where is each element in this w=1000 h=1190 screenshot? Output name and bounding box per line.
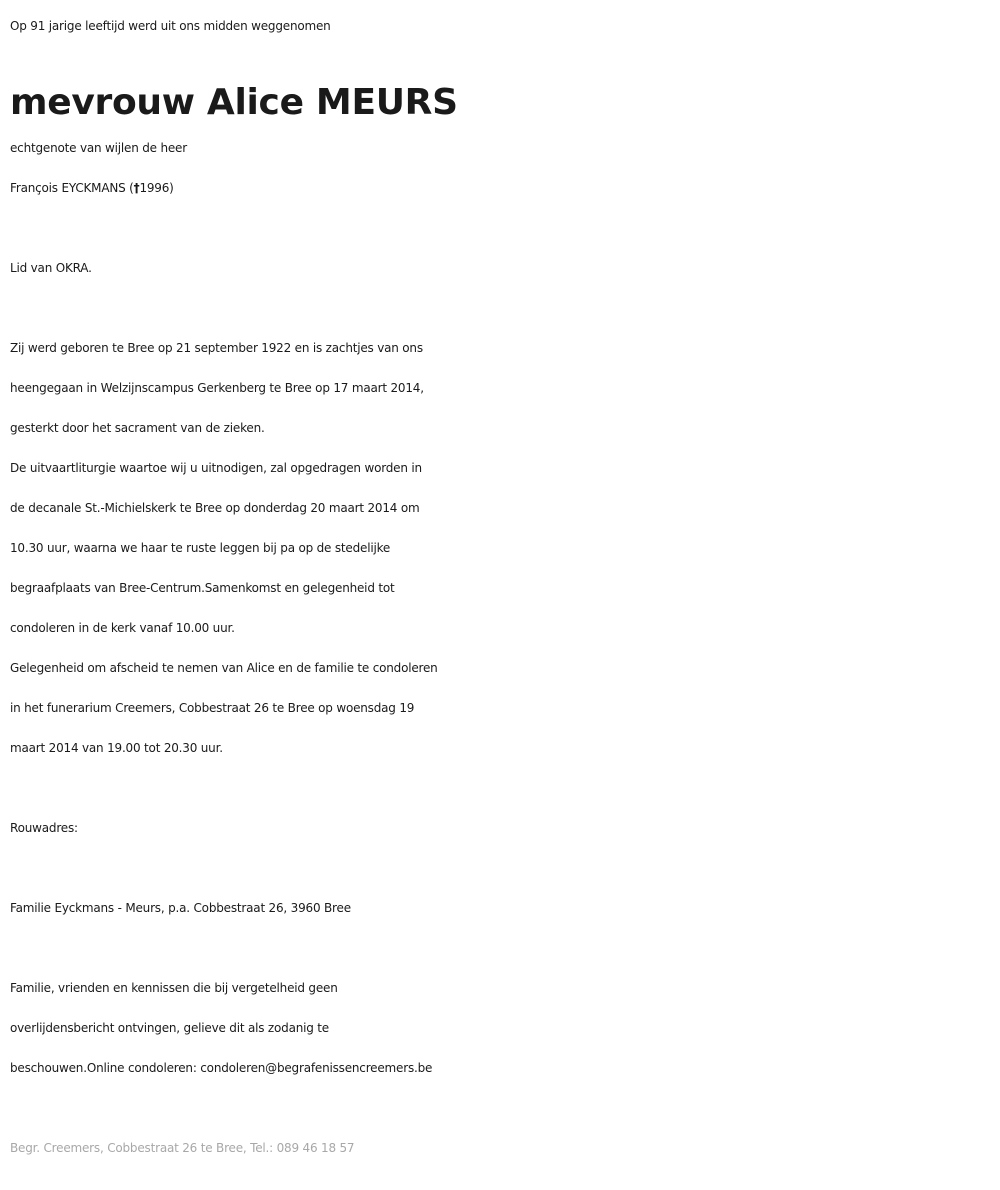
- spouse-death-year: 1996): [139, 181, 174, 195]
- spouse-line: echtgenote van wijlen de heer: [10, 141, 187, 155]
- body-line: in het funerarium Creemers, Cobbestraat 26 te Bree op woensdag 19: [10, 701, 415, 715]
- body-line: de decanale St.-Michielskerk te Bree op donderdag 20 maart 2014 om: [10, 501, 420, 515]
- body-line: maart 2014 van 19.00 tot 20.30 uur.: [10, 741, 223, 755]
- body-line: Zij werd geboren te Bree op 21 september 1922 en is zachtjes van ons: [10, 341, 423, 355]
- mourning-address: Familie Eyckmans - Meurs, p.a. Cobbestraat 26, 3960 Bree: [10, 901, 351, 915]
- closing-line: Familie, vrienden en kennissen die bij vergetelheid geen: [10, 981, 338, 995]
- membership-text: Lid van OKRA.: [10, 261, 92, 275]
- body-line: condoleren in de kerk vanaf 10.00 uur.: [10, 621, 235, 635]
- spouse-name-line: [10, 168, 995, 208]
- body-line: 10.30 uur, waarna we haar te ruste leggen bij pa op de stedelijke: [10, 541, 391, 555]
- announcement-body: [10, 328, 995, 768]
- body-line: De uitvaartliturgie waartoe wij u uitnodigen, zal opgedragen worden in: [10, 461, 422, 475]
- body-line: begraafplaats van Bree-Centrum.Samenkomst en gelegenheid tot: [10, 581, 395, 595]
- closing-line: beschouwen.Online condoleren: condoleren@begrafenissencreemers.be: [10, 1061, 433, 1075]
- spacer: [10, 288, 995, 328]
- cross-icon: †: [133, 181, 140, 195]
- spacer: [10, 1088, 995, 1128]
- spacer: [10, 928, 995, 968]
- body-line: gesterkt door het sacrament van de zieken.: [10, 421, 265, 435]
- deceased-name: mevrouw Alice MEURS: [10, 82, 458, 123]
- spacer: [10, 848, 995, 888]
- spouse-name: François EYCKMANS (: [10, 181, 134, 195]
- address-label: Rouwadres:: [10, 821, 78, 835]
- closing-line: overlijdensbericht ontvingen, gelieve dit als zodanig te: [10, 1021, 329, 1035]
- closing-text: [10, 968, 995, 1088]
- body-line: heengegaan in Welzijnscampus Gerkenberg te Bree op 17 maart 2014,: [10, 381, 424, 395]
- body-line: Gelegenheid om afscheid te nemen van Alice en de familie te condoleren: [10, 661, 438, 675]
- obituary-notice: [10, 6, 995, 1168]
- intro-text: Op 91 jarige leeftijd werd uit ons midden weggenomen: [10, 19, 331, 33]
- spacer: [10, 768, 995, 808]
- spacer: [10, 208, 995, 248]
- funeral-home-footer: Begr. Creemers, Cobbestraat 26 te Bree, Tel.: 089 46 18 57: [10, 1141, 355, 1155]
